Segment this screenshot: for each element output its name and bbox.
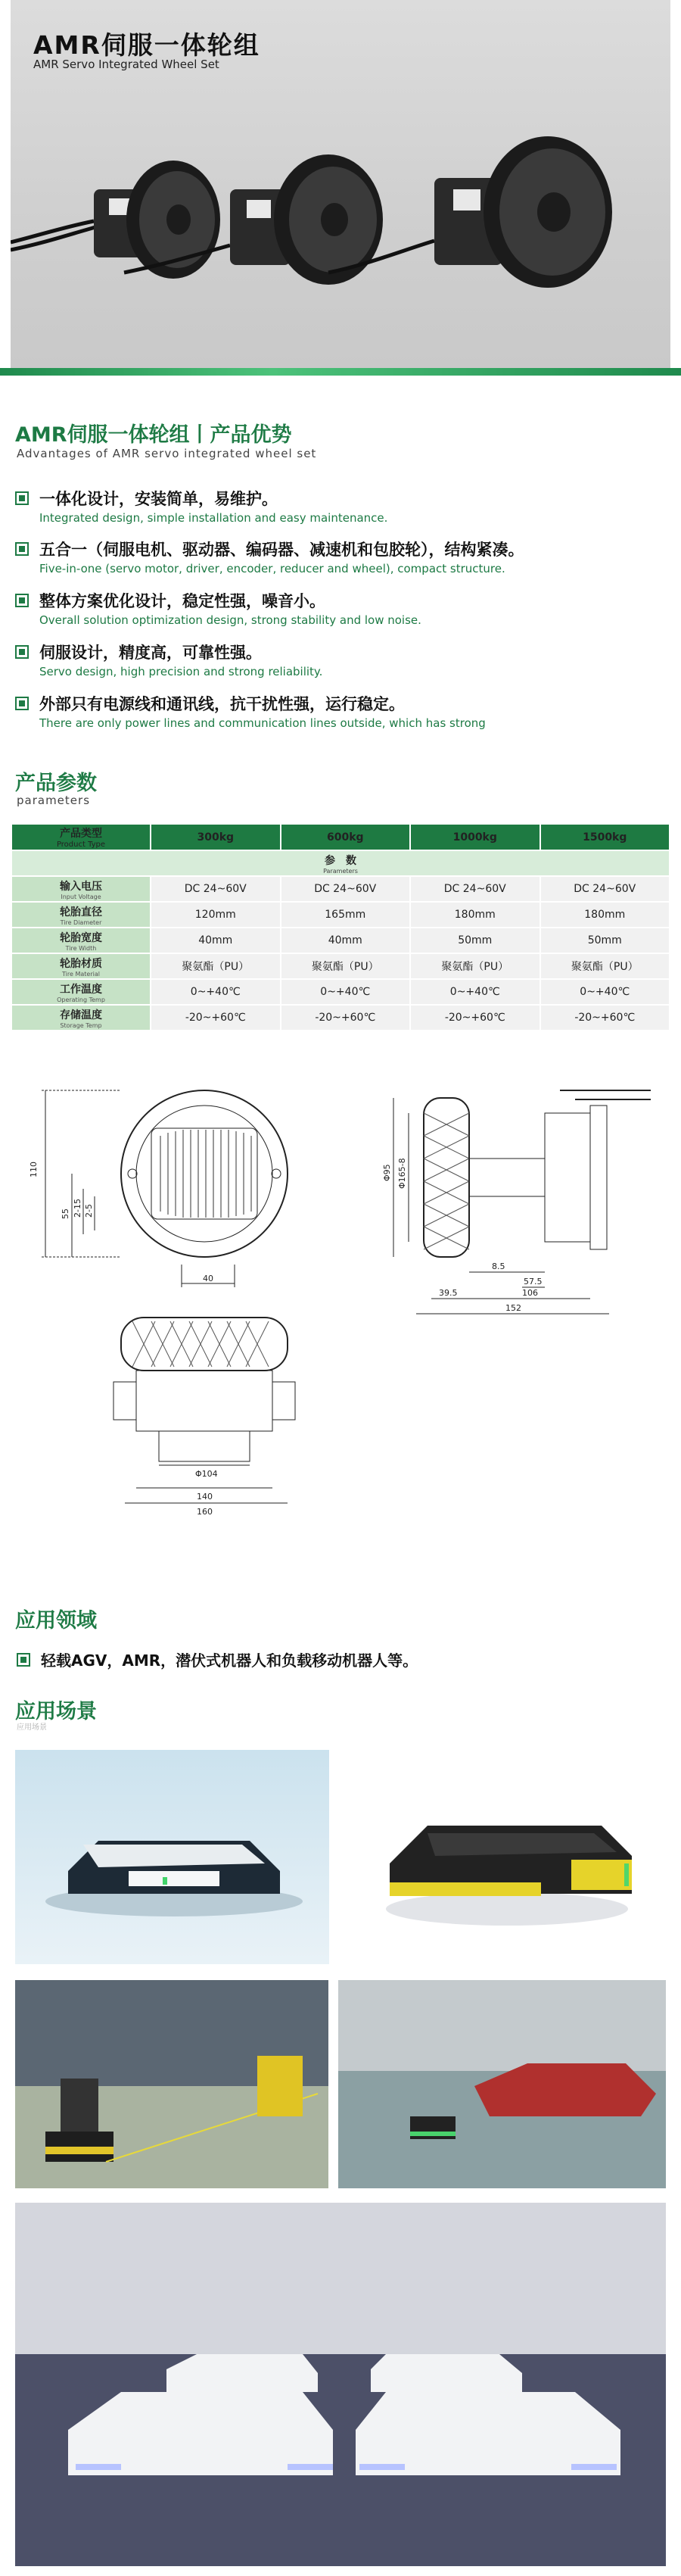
scene-image-5 (15, 2203, 666, 2566)
advantage-item-en: Five-in-one (servo motor, driver, encoder, reducer and wheel), compact structure. (39, 562, 505, 575)
table-cell: 40mm (281, 928, 410, 953)
table-subheader: 参 数 Parameters (12, 851, 669, 875)
table-cell: 聚氨酯（PU） (281, 954, 410, 978)
table-cell: DC 24~60V (411, 877, 540, 901)
table-cell: 180mm (411, 903, 540, 927)
row-label: 轮胎材质 Tire Material (12, 954, 150, 978)
table-cell: 180mm (541, 903, 670, 927)
bullet-icon (17, 1653, 30, 1667)
technical-drawing (0, 1083, 681, 1552)
row-label: 工作温度 Operating Temp (12, 980, 150, 1004)
dim-label: 2-15 (73, 1199, 82, 1218)
hero-title: AMR伺服一体轮组 (33, 30, 260, 60)
bullet-icon (15, 594, 29, 607)
dim-label: 106 (522, 1288, 538, 1298)
table-row (12, 877, 669, 901)
bullet-icon (15, 697, 29, 710)
dim-label: Φ104 (195, 1469, 218, 1479)
scene-image-1 (15, 1750, 329, 1964)
table-cell: DC 24~60V (541, 877, 670, 901)
application-title: 应用领域 (15, 1609, 97, 1633)
row-label: 轮胎直径 Tire Diameter (12, 903, 150, 927)
table-header-row (12, 825, 669, 850)
advantage-item-cn: 伺服设计，精度高，可靠性强。 (39, 644, 262, 662)
params-title: 产品参数 (15, 772, 97, 795)
table-header-model: 300kg (151, 825, 280, 850)
table-header-model: 1000kg (411, 825, 540, 850)
bullet-icon (15, 542, 29, 556)
table-row (12, 980, 669, 1004)
scenes-title: 应用场景 (15, 1700, 97, 1723)
table-cell: 50mm (411, 928, 540, 953)
green-divider (0, 368, 681, 376)
advantage-item-en: Integrated design, simple installation and easy maintenance. (39, 511, 388, 525)
advantage-item-cn: 一体化设计，安装简单，易维护。 (39, 490, 278, 508)
dim-label: 2-5 (84, 1204, 94, 1218)
table-row (12, 928, 669, 953)
table-header-model: 1500kg (541, 825, 670, 850)
dim-label: 39.5 (439, 1288, 458, 1298)
bullet-icon (15, 491, 29, 505)
table-cell: 40mm (151, 928, 280, 953)
table-cell: 120mm (151, 903, 280, 927)
table-subheader-row (12, 851, 669, 875)
dim-label: 40 (203, 1274, 213, 1283)
scene-image-2 (344, 1750, 666, 1964)
table-row (12, 1006, 669, 1030)
table-cell: 0~+40℃ (151, 980, 280, 1004)
table-cell: 0~+40℃ (281, 980, 410, 1004)
dim-label: 55 (61, 1208, 70, 1219)
hero-subtitle: AMR Servo Integrated Wheel Set (33, 58, 219, 71)
dim-label: 152 (505, 1303, 521, 1313)
bullet-icon (15, 645, 29, 659)
params-subtitle: parameters (17, 794, 91, 807)
side-view (393, 1090, 651, 1314)
advantage-item-cn: 整体方案优化设计，稳定性强，噪音小。 (39, 592, 325, 610)
front-view (42, 1090, 288, 1287)
table-cell: 聚氨酯（PU） (541, 954, 670, 978)
table-row (12, 954, 669, 978)
dim-label: 110 (29, 1162, 39, 1177)
scenes-subtitle: 应用场景 (17, 1723, 47, 1732)
advantages-title: AMR伺服一体轮组丨产品优势 (15, 423, 292, 447)
table-cell: 0~+40℃ (411, 980, 540, 1004)
row-label: 存储温度 Storage Temp (12, 1006, 150, 1030)
spec-table (11, 823, 670, 1031)
table-cell: -20~+60℃ (411, 1006, 540, 1030)
dim-label: Φ95 (382, 1164, 392, 1181)
table-cell: -20~+60℃ (541, 1006, 670, 1030)
table-cell: DC 24~60V (281, 877, 410, 901)
dim-label: 160 (197, 1507, 213, 1517)
table-cell: 50mm (541, 928, 670, 953)
advantage-item-en: There are only power lines and communication lines outside, which has strong (39, 716, 486, 730)
dim-label: 57.5 (524, 1277, 543, 1286)
dim-label: Φ165-8 (397, 1158, 407, 1189)
advantages-subtitle: Advantages of AMR servo integrated wheel set (17, 447, 317, 460)
table-cell: 0~+40℃ (541, 980, 670, 1004)
application-item: 轻载AGV，AMR，潜伏式机器人和负载移动机器人等。 (41, 1651, 418, 1670)
scene-image-4 (338, 1980, 666, 2188)
advantage-item-en: Overall solution optimization design, strong stability and low noise. (39, 613, 421, 627)
table-cell: -20~+60℃ (281, 1006, 410, 1030)
table-cell: -20~+60℃ (151, 1006, 280, 1030)
advantage-item-en: Servo design, high precision and strong reliability. (39, 665, 323, 678)
row-label: 轮胎宽度 Tire Width (12, 928, 150, 953)
table-header-model: 600kg (281, 825, 410, 850)
advantage-item-cn: 外部只有电源线和通讯线，抗干扰性强，运行稳定。 (39, 695, 405, 713)
table-cell: 聚氨酯（PU） (151, 954, 280, 978)
table-cell: 165mm (281, 903, 410, 927)
dim-label: 8.5 (492, 1261, 505, 1271)
scene-image-3 (15, 1980, 328, 2188)
table-row (12, 903, 669, 927)
table-cell: DC 24~60V (151, 877, 280, 901)
table-header-label: 产品类型 Product Type (12, 825, 150, 850)
advantage-item-cn: 五合一（伺服电机、驱动器、编码器、减速机和包胶轮），结构紧凑。 (39, 541, 524, 559)
table-cell: 聚氨酯（PU） (411, 954, 540, 978)
dim-label: 140 (197, 1492, 213, 1502)
row-label: 输入电压 Input Voltage (12, 877, 150, 901)
